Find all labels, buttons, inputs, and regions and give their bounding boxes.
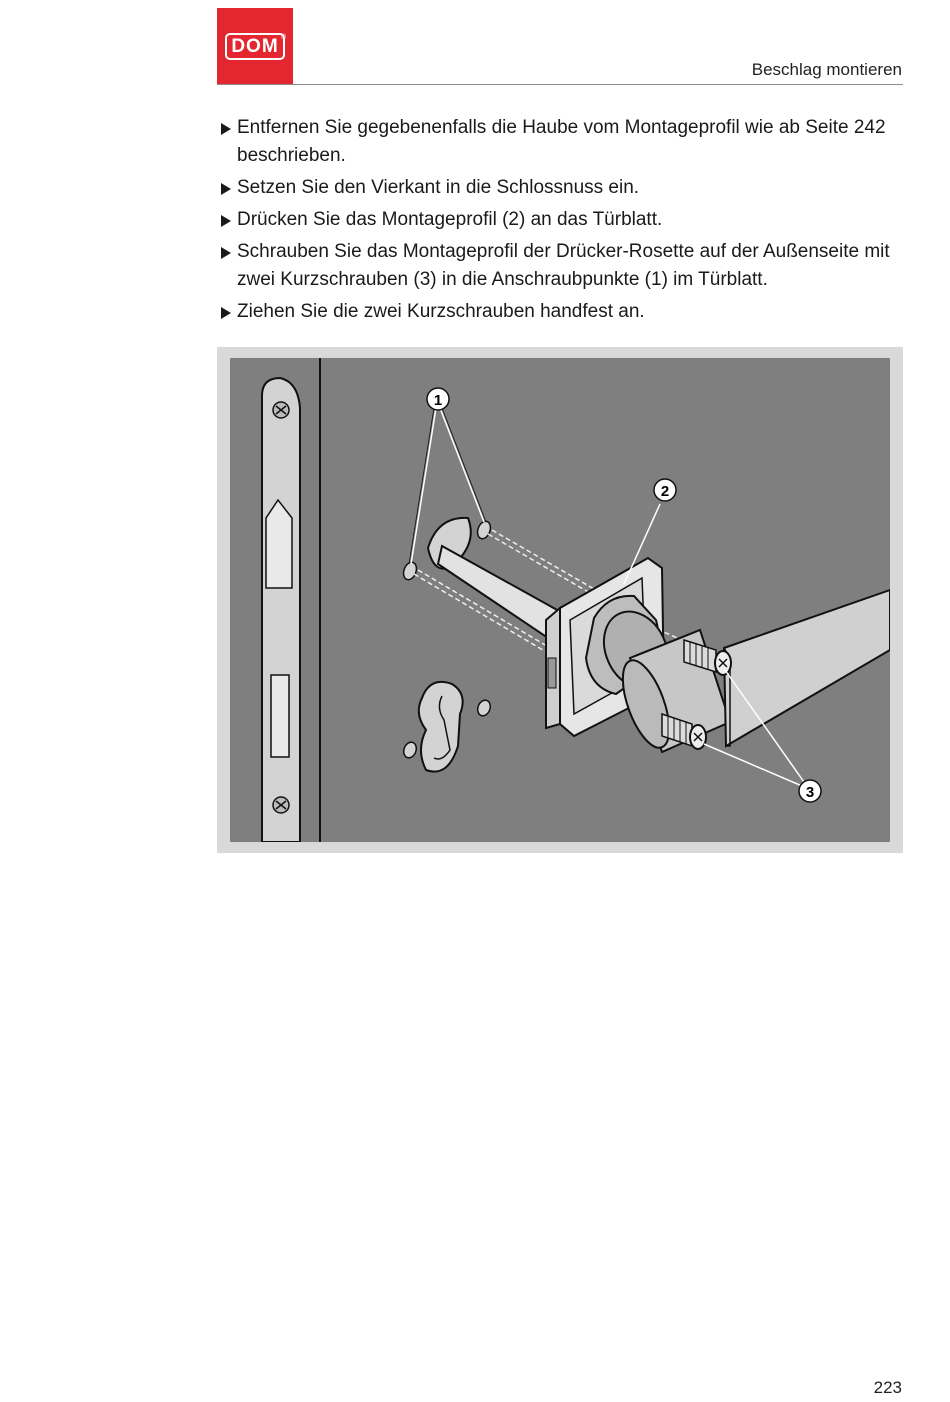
assembly-illustration — [217, 347, 903, 853]
triangle-bullet-icon — [221, 215, 231, 227]
instruction-step — [219, 206, 909, 234]
triangle-bullet-icon — [221, 183, 231, 195]
instruction-list — [219, 114, 909, 330]
instruction-step — [219, 298, 909, 326]
logo-registered-mark: ® — [280, 34, 286, 41]
lock-faceplate — [262, 378, 300, 842]
instruction-text: Ziehen Sie die zwei Kurzschrauben handfest an. — [237, 301, 645, 322]
page-number: 223 — [873, 1378, 902, 1397]
callout-2 — [654, 479, 676, 501]
callout-3 — [799, 780, 821, 802]
section-title: Beschlag montieren — [751, 60, 902, 79]
instruction-text: Drücken Sie das Montageprofil (2) an das Türblatt. — [237, 209, 663, 230]
header-divider — [217, 84, 903, 85]
door-panel — [230, 358, 890, 842]
instruction-step — [219, 114, 909, 170]
instruction-text: Setzen Sie den Vierkant in die Schlossnuss ein. — [237, 177, 640, 198]
triangle-bullet-icon — [221, 307, 231, 319]
instruction-step — [219, 174, 909, 202]
instruction-step — [219, 238, 909, 294]
callout-1 — [427, 388, 449, 410]
callout-2-label: 2 — [660, 483, 670, 500]
instruction-text: Schrauben Sie das Montageprofil der Drücker-Rosette auf der Außenseite mit zwei Kurzschrauben (3) in die Anschraubpunkte (1) im Türblatt. — [237, 241, 890, 290]
illustration-canvas — [230, 358, 890, 842]
triangle-bullet-icon — [221, 247, 231, 259]
dom-logo — [217, 8, 293, 84]
instruction-text: Entfernen Sie gegebenenfalls die Haube vom Montageprofil wie ab Seite 242 beschrieben. — [237, 117, 886, 166]
callout-3-label: 3 — [805, 784, 815, 801]
triangle-bullet-icon — [221, 123, 231, 135]
callout-1-label: 1 — [433, 392, 443, 409]
logo-text: DOM — [225, 33, 284, 60]
